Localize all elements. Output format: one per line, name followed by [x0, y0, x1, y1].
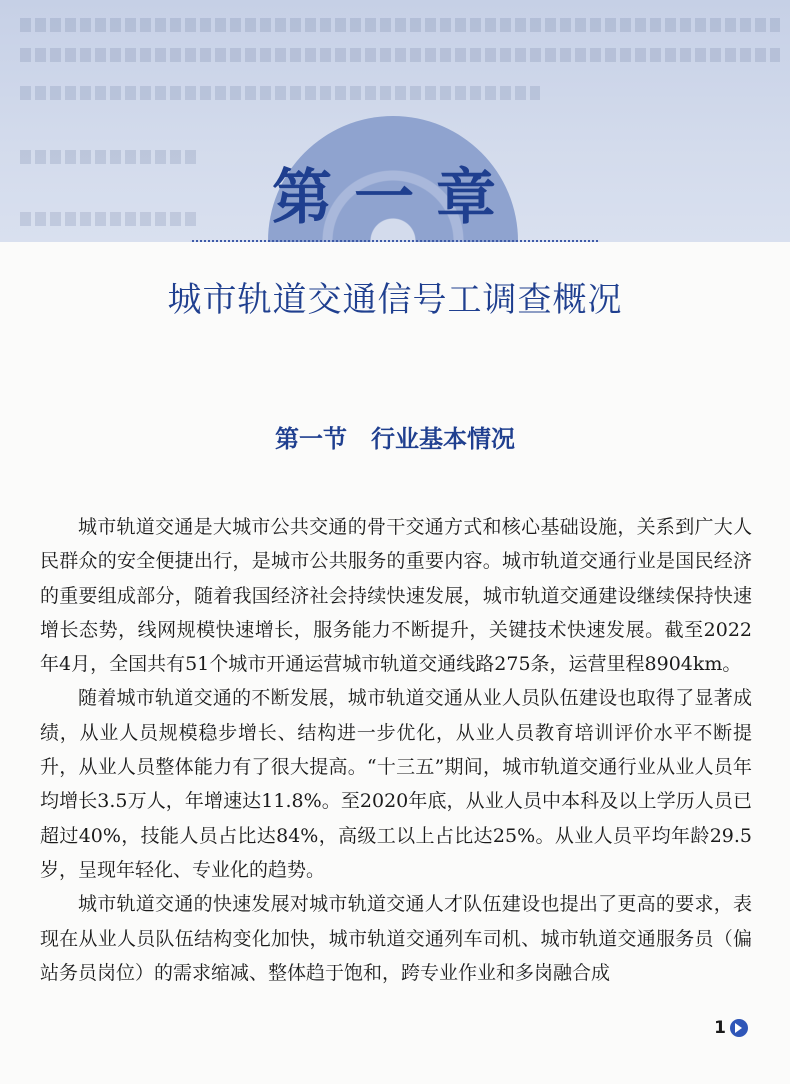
body-text: [40, 510, 752, 990]
faint-text-line: [20, 18, 780, 32]
section-title: 第一节 行业基本情况: [275, 425, 515, 453]
paragraph: 随着城市轨道交通的不断发展，城市轨道交通从业人员队伍建设也取得了显著成绩，从业人员规模稳步增长、结构进一步优化，从业人员教育培训评价水平不断提升，从业人员整体能力有了很大提高。“十三五”期间，城市轨道交通行业从业人员年均增长3.5万人，年增速达11.8%。至2020年底，从业人员中本科及以上学历人员已超过40%，技能人员占比达84%，高级工以上占比达25%。从业人员平均年龄29.5岁，呈现年轻化、专业化的趋势。: [40, 687, 752, 881]
faint-text-line: [20, 86, 540, 100]
page-number-text: 1: [714, 1018, 726, 1038]
faint-text-line: [20, 48, 780, 62]
next-arrow-icon: [730, 1019, 748, 1037]
page-number: [714, 1018, 748, 1038]
paragraph: 城市轨道交通是大城市公共交通的骨干交通方式和核心基础设施，关系到广大人民群众的安全便捷出行，是城市公共服务的重要内容。城市轨道交通行业是国民经济的重要组成部分，随着我国经济社会持续快速发展，城市轨道交通建设继续保持快速增长态势，线网规模快速增长，服务能力不断提升，关键技术快速发展。截至2022年4月，全国共有51个城市开通运营城市轨道交通线路275条，运营里程8904km。: [40, 516, 752, 676]
chapter-label: 第一章: [272, 163, 518, 233]
chapter-title: 城市轨道交通信号工调查概况: [167, 280, 623, 320]
paragraph: 城市轨道交通的快速发展对城市轨道交通人才队伍建设也提出了更高的要求，表现在从业人员队伍结构变化加快，城市轨道交通列车司机、城市轨道交通服务员（偏站务员岗位）的需求缩减、整体趋于饱和，跨专业作业和多岗融合成: [40, 893, 752, 984]
dotted-divider: [192, 240, 598, 242]
